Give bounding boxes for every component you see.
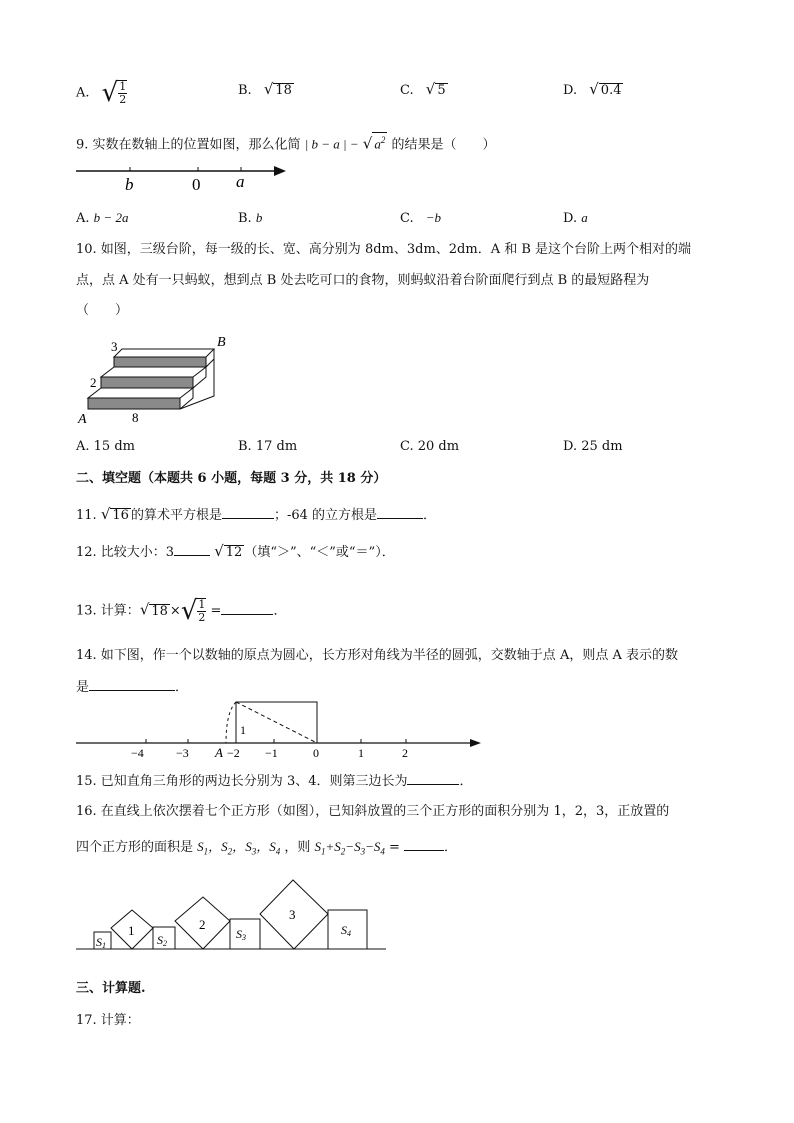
q16-line-2-mid: ，则 bbox=[284, 840, 311, 855]
q16-line-1: 16. 在直线上依次摆着七个正方形（如图），已知斜放置的三个正方形的面积分别为 1，2，3，正放置的 bbox=[76, 804, 670, 819]
option-text: b − 2a bbox=[93, 210, 129, 225]
label-2: 2 bbox=[199, 917, 206, 932]
q9-expression: | b − a | − bbox=[304, 136, 359, 152]
q15 bbox=[76, 772, 473, 791]
q16-line-2-pre: 四个正方形的面积是 bbox=[76, 840, 194, 855]
label-8: 8 bbox=[132, 410, 139, 425]
step-riser bbox=[101, 377, 193, 388]
label-3: 3 bbox=[289, 907, 296, 922]
q16-squares-figure bbox=[76, 876, 388, 952]
answer-blank bbox=[407, 772, 459, 785]
q16-line-2: 四个正方形的面积是 $S_1$，$S_2$，$S_3$，$S_4$ ，则 $S_1+S_2-S_3-S_4$ = ． bbox=[76, 839, 458, 857]
option-label: A. bbox=[76, 85, 90, 101]
radical-sign-icon: √ bbox=[100, 505, 111, 523]
section-3-title: 三、计算题. bbox=[76, 981, 146, 996]
q10-line-1: 10. 如图，三级台阶，每一级的长、宽、高分别为 8dm、3dm、2dm．A 和 B 是这个台阶上两个相对的端 bbox=[76, 242, 692, 257]
radicand: 18 bbox=[151, 603, 168, 619]
frac-denominator: 2 bbox=[119, 93, 127, 106]
option-label: C. bbox=[400, 211, 414, 226]
answer-blank bbox=[377, 506, 423, 519]
q14-line-2 bbox=[76, 678, 188, 697]
radical-sign-icon: √ bbox=[425, 80, 436, 98]
radical-sign-icon: √ bbox=[362, 134, 373, 153]
q17-text: 17. 计算： bbox=[76, 1013, 140, 1028]
step-top-face bbox=[114, 349, 214, 357]
radicand: 12 bbox=[225, 545, 243, 560]
label-2: 2 bbox=[90, 375, 97, 390]
q8-option-a bbox=[76, 80, 127, 106]
q12-number: 12. 比较大小：3 bbox=[76, 545, 175, 560]
tick-label: 2 bbox=[402, 746, 408, 760]
q11-number: 11. bbox=[76, 508, 97, 523]
fraction bbox=[197, 598, 206, 624]
label-s3: S3 bbox=[236, 927, 246, 942]
radical-sign-icon: √ bbox=[180, 596, 198, 626]
q12-text: （填“＞”、“＜”或“＝”）． bbox=[244, 545, 395, 560]
option-text: a bbox=[581, 210, 588, 225]
step-riser bbox=[114, 357, 206, 367]
option-label: C. bbox=[400, 83, 414, 98]
label-B: B bbox=[217, 335, 226, 350]
radicand: 18 bbox=[275, 83, 292, 98]
step-riser bbox=[88, 398, 180, 409]
tick-label: −2 bbox=[227, 746, 240, 760]
tick-label: 0 bbox=[313, 746, 319, 760]
q15-text: 15. 已知直角三角形的两边长分别为 3、4．则第三边长为 bbox=[76, 774, 408, 789]
label-1: 1 bbox=[240, 723, 246, 737]
radical-sign-icon: √ bbox=[589, 80, 599, 98]
radical-sign-icon: √ bbox=[214, 542, 224, 560]
option-label: A. bbox=[76, 211, 90, 226]
label-s1: S1 bbox=[96, 935, 106, 950]
q9-option-a bbox=[76, 209, 128, 228]
answer-blank bbox=[89, 678, 175, 691]
q9-number-line bbox=[76, 158, 296, 198]
tick-label: −4 bbox=[131, 746, 144, 760]
tick-label: −3 bbox=[176, 746, 189, 760]
s-list: $S_1$，$S_2$，$S_3$，$S_4$ bbox=[197, 839, 281, 857]
q11 bbox=[76, 505, 436, 525]
q13-number: 13. 计算： bbox=[76, 603, 140, 619]
q8-option-b bbox=[238, 80, 294, 100]
option-text: b bbox=[255, 210, 263, 225]
radicand: 16 bbox=[112, 508, 129, 523]
q16-end: ． bbox=[444, 840, 458, 855]
q12 bbox=[76, 542, 395, 562]
label-b: b bbox=[125, 175, 134, 194]
q9-stem-pre: 9. 实数在数轴上的位置如图，那么化简 bbox=[76, 137, 301, 153]
frac-numerator: 1 bbox=[198, 598, 206, 611]
section-2-title: 二、填空题（本题共 6 小题，每题 3 分，共 18 分） bbox=[76, 471, 387, 486]
q9-stem-post: 的结果是（ ） bbox=[391, 137, 496, 153]
option-label: B. bbox=[238, 83, 252, 98]
q14-number-line-figure bbox=[76, 700, 486, 762]
s-expression: $S_1+S_2-S_3-S_4$ bbox=[314, 839, 385, 857]
answer-blank bbox=[221, 602, 273, 615]
fraction bbox=[118, 80, 127, 106]
q9-stem bbox=[76, 132, 496, 154]
q10-line-2: 点，点 A 处有一只蚂蚁，想到点 B 处去吃可口的食物，则蚂蚁沿着台阶面爬行到点 B 的最短路程为 bbox=[76, 273, 650, 288]
diagonal-dashed bbox=[236, 702, 317, 743]
q13 bbox=[76, 598, 286, 624]
q10-option-d: D. 25 dm bbox=[563, 439, 623, 454]
axis-arrow-icon bbox=[470, 739, 481, 747]
step-top-face bbox=[88, 388, 193, 398]
answer-blank bbox=[404, 838, 444, 851]
q10-staircase-figure bbox=[76, 332, 246, 427]
option-label: B. bbox=[238, 211, 252, 226]
q13-end: ． bbox=[273, 603, 287, 619]
q10-line-3: （ ） bbox=[76, 303, 129, 318]
label-A: A bbox=[215, 745, 223, 760]
q14-end: ． bbox=[175, 680, 189, 695]
axis-arrow-icon bbox=[274, 166, 286, 176]
label-a: a bbox=[236, 172, 245, 191]
q11-end: ． bbox=[423, 508, 437, 523]
radical-sign-icon: √ bbox=[139, 600, 150, 619]
q11-text-1: 的算术平方根是 bbox=[130, 508, 222, 523]
answer-blank bbox=[222, 506, 274, 519]
radicand: 5 bbox=[437, 83, 446, 98]
q15-end: ． bbox=[459, 774, 473, 789]
answer-blank bbox=[174, 543, 210, 556]
label-s4: S4 bbox=[341, 923, 351, 938]
label-A: A bbox=[78, 412, 87, 427]
radical-sign-icon: √ bbox=[263, 80, 274, 98]
label-3: 3 bbox=[111, 339, 118, 354]
q14-line-1: 14. 如下图，作一个以数轴的原点为圆心，长方形对角线为半径的圆弧，交数轴于点 A，则点 A 表示的数 bbox=[76, 648, 678, 663]
arc-dashed bbox=[226, 702, 236, 743]
equals-sign: = bbox=[210, 603, 222, 619]
q8-option-d bbox=[563, 80, 623, 100]
radicand: 0.4 bbox=[600, 83, 622, 98]
q9-option-c bbox=[400, 209, 441, 228]
q10-option-c: C. 20 dm bbox=[400, 439, 460, 454]
frac-denominator: 2 bbox=[198, 611, 206, 624]
q10-option-a: A. 15 dm bbox=[76, 439, 135, 454]
option-text: −b bbox=[425, 210, 442, 225]
q9-option-d bbox=[563, 209, 588, 228]
frac-numerator: 1 bbox=[119, 80, 127, 93]
tick-label: −1 bbox=[265, 746, 278, 760]
label-s2: S2 bbox=[157, 933, 167, 948]
label-1: 1 bbox=[128, 923, 135, 938]
times-sign: × bbox=[169, 603, 181, 619]
step-top-face bbox=[101, 367, 206, 377]
q11-text-2: ；-64 的立方根是 bbox=[273, 508, 378, 523]
q8-option-c bbox=[400, 80, 448, 100]
q10-option-b: B. 17 dm bbox=[238, 439, 298, 454]
label-0: 0 bbox=[192, 175, 201, 194]
q14-line-2-text: 是 bbox=[76, 680, 90, 695]
option-label: D. bbox=[563, 83, 578, 98]
q9-option-b bbox=[238, 209, 262, 228]
option-label: D. bbox=[563, 211, 578, 226]
radicand: $a^2$ bbox=[372, 132, 387, 151]
tick-label: 1 bbox=[358, 746, 364, 760]
radical-sign-icon: √ bbox=[101, 78, 119, 108]
